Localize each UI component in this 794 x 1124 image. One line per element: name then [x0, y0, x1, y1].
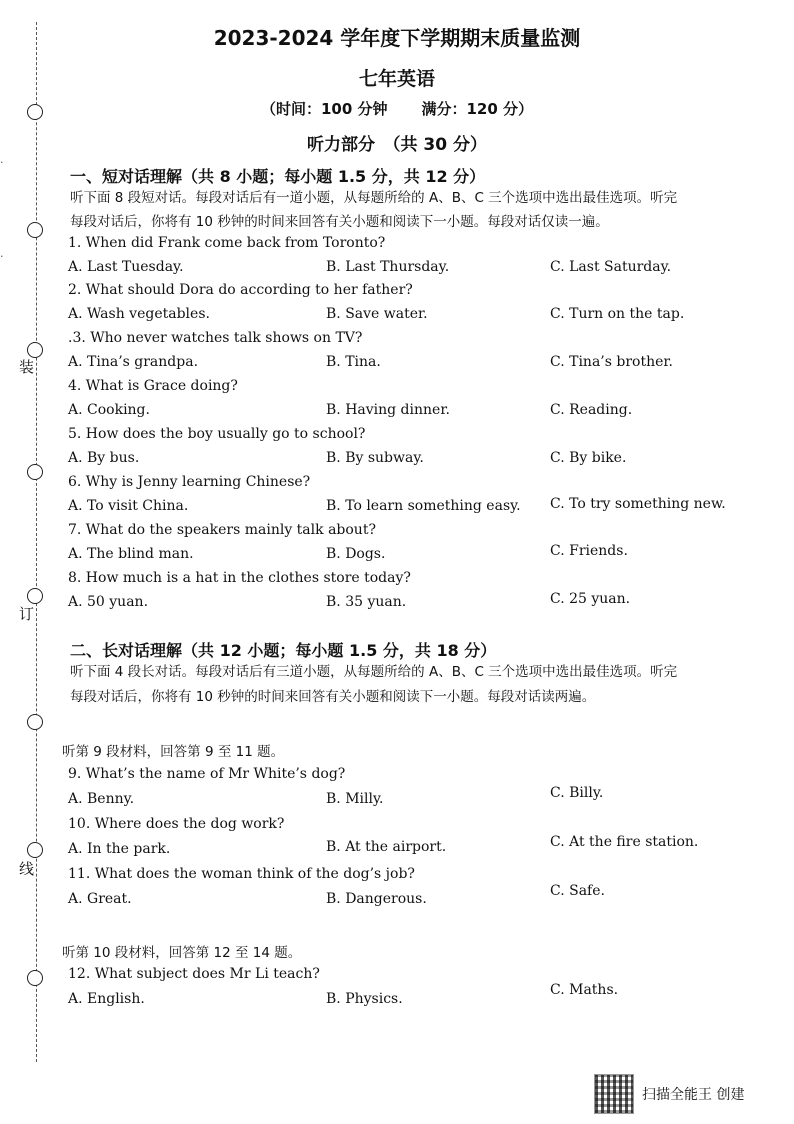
section2-instruction: 每段对话后，你将有 10 秒钟的时间来回答有关小题和阅读下一小题。每段对话读两遍。	[70, 689, 596, 705]
binding-hole	[27, 714, 43, 730]
option-a: A. By bus.	[68, 450, 140, 466]
scanner-watermark	[594, 1074, 744, 1114]
option-a: A. Benny.	[68, 791, 135, 807]
option-a: A. To visit China.	[68, 498, 189, 514]
binding-hole	[27, 588, 43, 604]
edge-mark: ·	[0, 156, 4, 169]
option-c: C. To try something new.	[550, 496, 726, 512]
exam-score: 满分：120 分）	[421, 100, 534, 118]
group1-label: 听第 9 段材料，回答第 9 至 11 题。	[62, 744, 285, 760]
option-c: C. Billy.	[550, 785, 604, 801]
question-3: .3. Who never watches talk shows on TV?	[68, 330, 363, 346]
question-10: 10. Where does the dog work?	[68, 816, 285, 832]
question-6: 6. Why is Jenny learning Chinese?	[68, 474, 311, 490]
section1-instruction: 每段对话后，你将有 10 秒钟的时间来回答有关小题和阅读下一小题。每段对话仅读一遍。	[70, 214, 609, 230]
question-5: 5. How does the boy usually go to school?	[68, 426, 366, 442]
binding-hole	[27, 342, 43, 358]
option-c: C. Last Saturday.	[550, 259, 672, 275]
option-c: C. Tina’s brother.	[550, 354, 673, 370]
question-1: 1. When did Frank come back from Toronto?	[68, 235, 386, 251]
option-b: B. Save water.	[326, 306, 428, 322]
option-a: A. Tina’s grandpa.	[68, 354, 199, 370]
option-b: B. Tina.	[326, 354, 381, 370]
binding-char-xian: 线	[19, 860, 35, 878]
section2-heading: 二、长对话理解（共 12 小题；每小题 1.5 分，共 18 分）	[70, 641, 497, 660]
binding-hole	[27, 464, 43, 480]
question-7: 7. What do the speakers mainly talk about?	[68, 522, 376, 538]
option-c: C. By bike.	[550, 450, 627, 466]
option-a: A. 50 yuan.	[68, 594, 149, 610]
section1-instruction: 听下面 8 段短对话。每段对话后有一道小题，从每题所给的 A、B、C 三个选项中选出最佳选项。听完	[70, 190, 678, 206]
option-c: C. Safe.	[550, 883, 605, 899]
binding-char-ding: 订	[19, 605, 35, 623]
option-a: A. Last Tuesday.	[68, 259, 184, 275]
option-b: B. Last Thursday.	[326, 259, 450, 275]
exam-subject: 七年英语	[358, 68, 435, 90]
option-b: B. Physics.	[326, 991, 403, 1007]
option-c: C. At the fire station.	[550, 834, 699, 850]
option-b: B. 35 yuan.	[326, 594, 407, 610]
option-b: B. By subway.	[326, 450, 424, 466]
part-title: 听力部分 （共 30 分）	[307, 135, 487, 155]
exam-time-score	[0, 98, 794, 119]
question-4: 4. What is Grace doing?	[68, 378, 238, 394]
section2-instruction: 听下面 4 段长对话。每段对话后有三道小题，从每题所给的 A、B、C 三个选项中选出最佳选项。听完	[70, 664, 678, 680]
option-c: C. Maths.	[550, 982, 619, 998]
option-b: B. To learn something easy.	[326, 498, 521, 514]
binding-dashed-line	[36, 22, 37, 1062]
binding-hole	[27, 970, 43, 986]
group2-label: 听第 10 段材料，回答第 12 至 14 题。	[62, 945, 302, 961]
question-2: 2. What should Dora do according to her father?	[68, 282, 413, 298]
binding-char-zhuang: 装	[19, 358, 35, 376]
option-a: A. The blind man.	[68, 546, 194, 562]
option-a: A. English.	[68, 991, 145, 1007]
option-c: C. Reading.	[550, 402, 633, 418]
option-c: C. 25 yuan.	[550, 591, 631, 607]
option-b: B. At the airport.	[326, 839, 447, 855]
option-a: A. Great.	[68, 891, 132, 907]
scanner-text: 扫描全能王 创建	[642, 1087, 745, 1103]
qr-code-icon	[594, 1074, 634, 1114]
binding-hole	[27, 842, 43, 858]
option-c: C. Friends.	[550, 543, 628, 559]
question-11: 11. What does the woman think of the dog’s job?	[68, 866, 415, 882]
option-a: A. Wash vegetables.	[68, 306, 210, 322]
exam-title: 2023-2024 学年度下学期期末质量监测	[213, 26, 581, 50]
question-8: 8. How much is a hat in the clothes store today?	[68, 570, 411, 586]
option-b: B. Milly.	[326, 791, 384, 807]
option-b: B. Having dinner.	[326, 402, 450, 418]
option-b: B. Dogs.	[326, 546, 386, 562]
edge-mark: ·	[0, 250, 4, 263]
option-b: B. Dangerous.	[326, 891, 427, 907]
question-12: 12. What subject does Mr Li teach?	[68, 966, 320, 982]
option-a: A. In the park.	[68, 841, 171, 857]
section1-heading: 一、短对话理解（共 8 小题；每小题 1.5 分，共 12 分）	[70, 167, 486, 186]
binding-margin	[0, 0, 60, 1124]
question-9: 9. What’s the name of Mr White’s dog?	[68, 766, 346, 782]
option-c: C. Turn on the tap.	[550, 306, 685, 322]
exam-time: （时间：100 分钟	[260, 100, 388, 118]
binding-hole	[27, 222, 43, 238]
option-a: A. Cooking.	[68, 402, 150, 418]
